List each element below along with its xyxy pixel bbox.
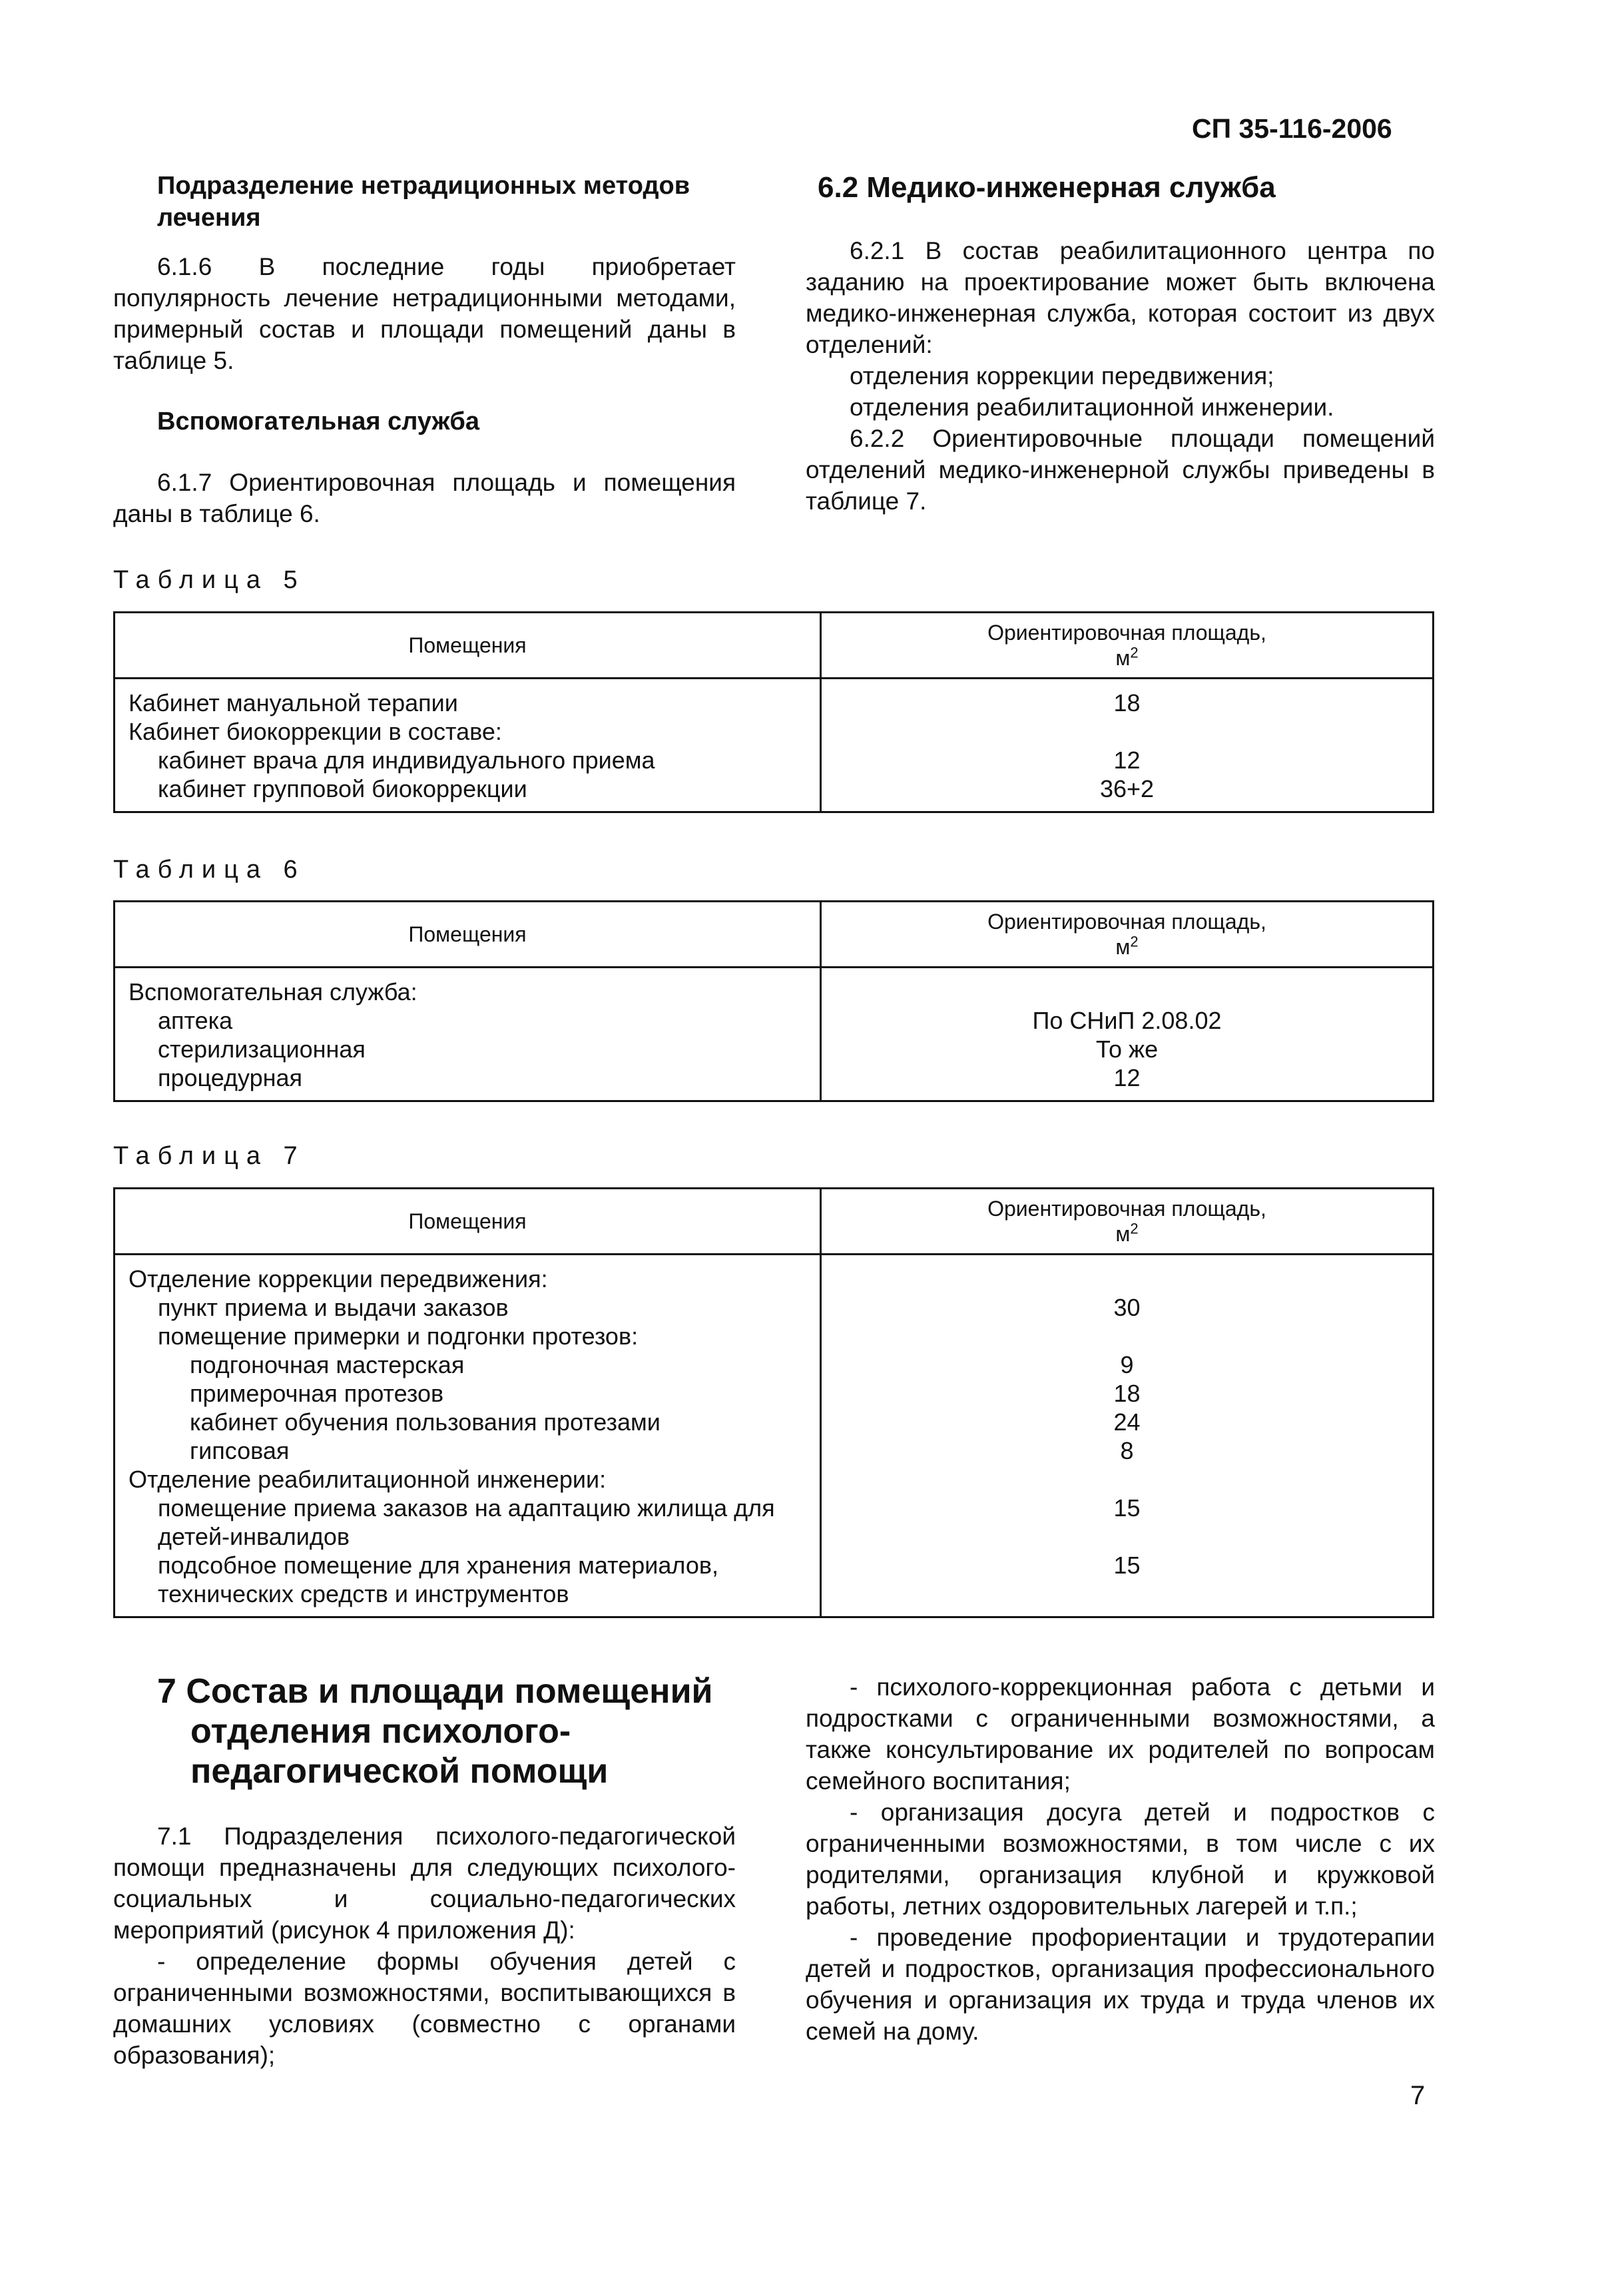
table-5-names (115, 679, 821, 812)
table-row-name: кабинет обучения пользования протезами (190, 1408, 661, 1436)
table-row-name: Кабинет биокоррекции в составе: (129, 718, 502, 745)
table-row-value: 18 (1113, 1380, 1141, 1407)
table-row-name: Кабинет мануальной терапии (129, 689, 458, 717)
table-5-values (821, 679, 1434, 812)
section-7-title-line: отделения психолого- (190, 1712, 571, 1751)
header-area-unit: м (1115, 1222, 1131, 1246)
paragraph-6-2-2: 6.2.2 Ориентировочные площади помещений отделений медико-инженерной службы приведены в таблице 7. (806, 425, 1435, 515)
subheading-auxiliary: Вспомогательная служба (157, 408, 479, 435)
table-6-header-rooms: Помещения (115, 902, 821, 968)
table-row-value: 8 (1120, 1437, 1134, 1464)
table-5-header-area (821, 613, 1434, 679)
table-5-caption: Таблица 5 (113, 566, 306, 594)
table-row-value (827, 1465, 1427, 1494)
table-row-value (827, 978, 1427, 1006)
section-7-right-column (806, 1671, 1435, 2047)
table-7-header-area (821, 1189, 1434, 1255)
header-area-unit: м (1115, 646, 1131, 670)
table-row-name: процедурная (158, 1064, 303, 1091)
table-5-header-rooms: Помещения (115, 613, 821, 679)
table-row-name: кабинет врача для индивидуального приема (158, 746, 655, 774)
list-item-movement-correction: отделения коррекции передвижения; (850, 362, 1274, 390)
table-row-value (827, 1265, 1427, 1293)
table-row-value: 12 (1113, 1064, 1141, 1091)
table-row-value (827, 717, 1427, 746)
header-area-label: Ориентировочная площадь, (987, 1197, 1266, 1221)
table-row-value: 24 (1113, 1408, 1141, 1436)
table-row-name: кабинет групповой биокоррекции (158, 775, 527, 802)
table-7 (113, 1187, 1434, 1618)
section-7-title-line: педагогической помощи (190, 1752, 609, 1791)
table-row-name: Отделение коррекции передвижения: (129, 1265, 548, 1292)
table-7-values (821, 1255, 1434, 1617)
table-6 (113, 900, 1434, 1102)
page-number: 7 (1410, 2081, 1426, 2110)
table-row-value: 36+2 (1099, 775, 1155, 802)
list-item-psych-correction: - психолого-коррекционная работа с детьми и подростками с ограниченными возможностями, а также консультирование их родителей по вопросам семейного воспитания; (806, 1673, 1435, 1795)
table-6-header-area (821, 902, 1434, 968)
table-row-value: По СНиП 2.08.02 (1032, 1007, 1222, 1034)
table-row-name: пункт приема и выдачи заказов (158, 1294, 509, 1321)
table-row-name: примерочная протезов (190, 1380, 444, 1407)
table-row-value: 15 (1113, 1552, 1141, 1579)
table-row-name: Вспомогательная служба: (129, 978, 417, 1005)
table-row-value: 9 (1120, 1351, 1134, 1378)
paragraph-6-1-6: 6.1.6 В последние годы приобретает популярность лечение нетрадиционными методами, примерный состав и площади помещений даны в таблице 5. (113, 253, 736, 374)
table-row-name: аптека (158, 1007, 233, 1034)
table-6-values (821, 968, 1434, 1101)
table-row-value: 30 (1113, 1294, 1141, 1321)
table-row-name: стерилизационная (158, 1035, 366, 1063)
list-item-career-guidance: - проведение профориентации и трудотерапии детей и подростков, организация профессионального обучения и организация их труда и труда членов их семей на дому. (806, 1924, 1435, 2045)
subheading-nontraditional: Подразделение нетрадиционных методов лечения (157, 172, 690, 232)
header-area-unit-sup: 2 (1130, 644, 1139, 661)
table-row-value: 15 (1113, 1494, 1141, 1522)
table-row-name: Отделение реабилитационной инженерии: (129, 1466, 607, 1493)
list-item-education-form: - определение формы обучения детей с ограниченными возможностями, воспитывающихся в домашних условиях (совместно с органами образования); (113, 1948, 736, 2069)
table-row-value: То же (1095, 1035, 1159, 1063)
right-top-column (806, 170, 1435, 517)
table-7-header-rooms: Помещения (115, 1189, 821, 1255)
list-item-leisure: - организация досуга детей и подростков с ограниченными возможностями, в том числе с их родителями, организация клубной и кружковой работы, летних оздоровительных лагерей и т.п.; (806, 1799, 1435, 1920)
table-6-names (115, 968, 821, 1101)
table-6-caption: Таблица 6 (113, 856, 306, 884)
header-area-unit-sup: 2 (1130, 933, 1139, 950)
table-row-name: помещение приема заказов на адаптацию жилища для детей-инвалидов (158, 1494, 775, 1550)
table-row-name: гипсовая (190, 1437, 290, 1464)
table-row-value: 12 (1113, 746, 1141, 774)
table-row-name: помещение примерки и подгонки протезов: (158, 1322, 639, 1350)
table-row-name: подсобное помещение для хранения материалов, технических средств и инструментов (158, 1552, 718, 1607)
section-heading-6-2: 6.2 Медико-инженерная служба (818, 171, 1276, 204)
paragraph-6-1-7: 6.1.7 Ориентировочная площадь и помещения даны в таблице 6. (113, 469, 736, 527)
table-7-caption: Таблица 7 (113, 1142, 306, 1170)
table-5 (113, 611, 1434, 813)
header-area-unit: м (1115, 935, 1131, 959)
table-row-value: 18 (1113, 689, 1141, 717)
paragraph-6-2-1: 6.2.1 В состав реабилитационного центра по заданию на проектирование может быть включена медико-инженерная служба, которая состоит из двух отделений: (806, 237, 1435, 358)
left-top-column (113, 170, 736, 529)
paragraph-7-1: 7.1 Подразделения психолого-педагогической помощи предназначены для следующих психолого-социальных и социально-педагогических мероприятий (рисунок 4 приложения Д): (113, 1823, 736, 1944)
document-code: СП 35-116-2006 (1192, 113, 1392, 144)
list-item-rehab-engineering: отделения реабилитационной инженерии. (850, 394, 1334, 421)
table-7-names (115, 1255, 821, 1617)
section-7-title-line: 7 Состав и площади помещений (157, 1672, 713, 1711)
section-7-left-column (113, 1671, 736, 2071)
header-area-label: Ориентировочная площадь, (987, 621, 1266, 645)
section-7-title (113, 1671, 736, 1791)
header-area-label: Ориентировочная площадь, (987, 910, 1266, 934)
table-row-value (827, 1322, 1427, 1350)
table-row-name: подгоночная мастерская (190, 1351, 465, 1378)
header-area-unit-sup: 2 (1130, 1220, 1139, 1237)
